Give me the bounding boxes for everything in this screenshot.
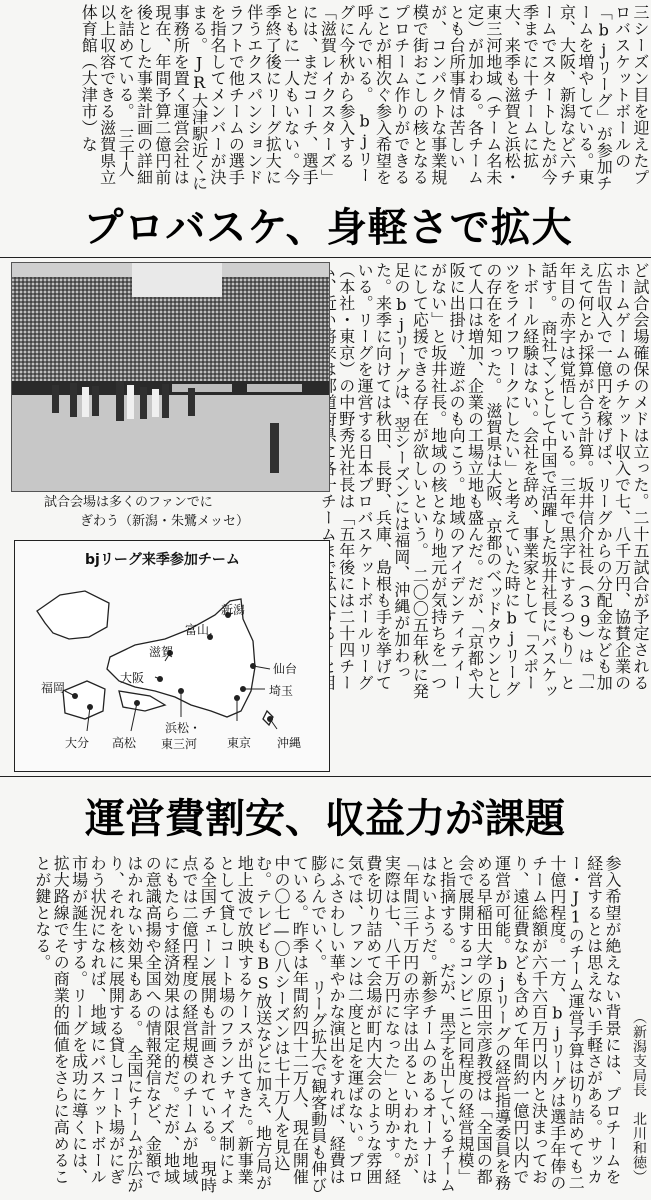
map-label-okinawa: 沖縄	[277, 736, 302, 750]
headline-profitability: 運営費割安、収益力が課題	[85, 794, 565, 842]
map-label-sendai: 仙台	[273, 662, 298, 676]
map-label-toyama: 富山	[185, 623, 210, 637]
map-label-tokyo: 東京	[227, 736, 252, 750]
headline-expansion: プロバスケ、身軽さで拡大	[83, 204, 573, 251]
arena-photo-image	[12, 263, 329, 491]
headline-rule-top	[0, 257, 651, 258]
map-label-osaka: 大阪	[120, 671, 145, 685]
arena-photo	[11, 262, 330, 492]
map-label-higashimikawa: 東三河	[161, 737, 198, 751]
map-label-niigata: 新潟	[221, 603, 246, 617]
map-title: bjリーグ来季参加チーム	[85, 552, 240, 568]
byline: （新潟支局長 北川和徳）	[631, 1010, 647, 1184]
map-label-hamamatsu: 浜松・	[165, 721, 202, 735]
photo-caption	[44, 494, 324, 532]
article-middle-text: ど試合会場確保のメドは立った。二十五試合が予定されるホームゲームのチケット収入で七、八千万円、協賛企業の広告収入で一億円を稼げば、リーグからの分配金なども加えて何とか採算が合う計算。坂井信介社長（39）は「一年目の赤字は覚悟している。三年で黒字にするつもり」と話す。 商社マンとして中国で活躍した坂井社長にバスケットボール経験はない。会社を辞め、事業家として「スポーツをライフワークにしたい」と考えていた時にbjリーグの存在を知った。 滋賀県は大阪、京都のベッドタウンとして人口は増加、企業の工場立地も盛んだ。だが、「京都や大阪に出掛け、遊ぶのも向こう。地域のアイデンティティーがない」と坂井社長。地域の核となり地元が気持ちを一つにして応援できる存在が欲しいという。 二〇〇五年秋に発足のbjリーグは、翌シーズンには福岡、沖縄が加わった。来季に向けては秋田、長野、兵庫、島根も手を挙げている。リーグを運営する日本プロバスケットボールリーグ（本社・東京）の中野秀光社長は「五年後には二十四チー チームま	[318, 262, 650, 700]
article-bottom-text: 参入希望が絶えない背景には、プロチームを経営するとは思えない手軽さがある。サッカー・J1のチーム運営予算は切り詰めても二十億円程度。一方、bjリーグは選手年俸のチーム総額が六千六百万円以内と決まっており、遠征費なども含めて年間約一億円以内で運営が可能。bjリーグの経営指導委員を務める早稲田大学の原田宗彦教授は「全国の都会で展開するコンビニと同程度の経営規模」と指摘する。 だが、黒字を出しているチームはないようだ。新参チームのあるオーナーは「年間三千万円の赤字は出るといわれたが、実際は七、八千万円になった」と明かす。経費を切り詰めて会場が町内大会のような雰囲気では、ファンは二度と足を運ばない。プロにふさわしい華やかな演出をすれば、経費は膨らんでいく。 リーグ拡大で観客動員も伸びている。昨季は年間約四十二万人、現在開催中の〇七—〇八シーズンは七十万人を見込む。テレビもBS放送などに加え、地方局が地上波で放映するケースが出てきた。新事業として貸しコート場のフランチャイズ制による全国チェーン展開も計画されている。 現時点では二億円程度の経営規模のチームが地域にもたらす経済効果は限定的だ。だが、地域の意識高揚や全国への情報発信など、金額ではかれない効果もある。 全国にチームが広がり、それを核に展開する貸しコート場がにぎわう状況になれば、地域にバスケットボール市場が誕生する。リーグを成功に導くには、拡大路線でその商業的価値をさらに高めることが鍵となる。	[32, 855, 622, 1194]
article-intro-text: 三シーズン目を迎えたプロバスケットボールの「bjリーグ」が参加チームを増やしている。東京、大阪、新潟など六チームでスタートしたが今季までに十チームに拡大、来季も滋賀と浜松・東三河地域（チーム名未定）が加わる。各チームとも台所事情は苦しいが、コンパクトな事業規模で街おこしの核となるプロチーム作りができることが相次ぐ参入希望を呼んでいる。 bjリーグに今秋から参入する「滋賀レイクスターズ」には、まだコーチ、選手ともに一人もいない。今季終了後にリーグ拡大に伴うエクスパンションドラフトで他チームの選手を指名してメンバーが決まる。JR大津駅近くに事務所を置く運営会社は現在、年間予算二億円前後とした事業計画の詳細を詰めている。 三千人以上収容できる滋賀県立体育館（大津市）な	[79, 4, 650, 192]
caption-line-2: ぎわう（新潟・朱鷺メッセ）	[80, 513, 250, 529]
map-label-oita: 大分	[65, 736, 90, 750]
map-label-shiga: 滋賀	[149, 645, 174, 659]
map-label-takamatsu: 高松	[112, 736, 137, 750]
map-label-saitama: 埼玉	[269, 684, 294, 698]
headline-rule-bottom	[0, 776, 651, 777]
team-map	[14, 540, 330, 772]
map-label-fukuoka: 福岡	[41, 681, 66, 695]
caption-line-1: 試合会場は多くのファンでに	[44, 495, 213, 510]
